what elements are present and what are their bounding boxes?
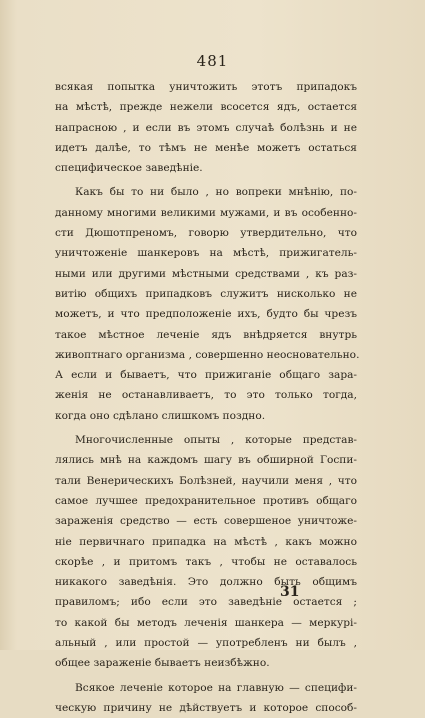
text-line: ными или другими мѣстными средствами , къ раз- [55, 267, 357, 280]
text-line: напрасною , и если въ этомъ случаѣ болѣзнь и не [55, 121, 357, 134]
text-line: зараженія средство — есть совершеное уничтоже- [55, 515, 357, 528]
text-line: лялись мнѣ на каждомъ шагу въ обширной Госпи- [55, 454, 357, 467]
text-line: живоптнаго организма , совершенно неосновательно. [55, 348, 360, 361]
text-line: данному многими великими мужами, и въ особенно- [55, 206, 357, 219]
signature-mark: 31 [280, 584, 300, 600]
text-line: можетъ, и что предположеніе ихъ, будто бы чрезъ [55, 308, 357, 321]
text-line: альный , или простой — употребленъ ни былъ , [55, 637, 357, 650]
text-line: идетъ далѣе, то тѣмъ не менѣе можетъ остаться [55, 141, 357, 154]
body-text [55, 77, 360, 718]
text-line: уничтоженіе шанкеровъ на мѣстѣ, прижигатель- [55, 247, 357, 260]
text-line: ніе первичнаго припадка на мѣстѣ , какъ можно [55, 535, 357, 548]
text-line: правиломъ; ибо если это заведѣніе остается ; [55, 596, 357, 609]
paragraph [55, 77, 357, 178]
text-line: женія не останавливаетъ, то это только тогда, [55, 389, 357, 402]
text-line: тали Венерическихъ Болѣзней, научили меня , что [55, 474, 357, 487]
paragraph [55, 678, 357, 718]
text-line: то какой бы методъ леченія шанкера — меркурі- [55, 616, 357, 629]
text-line: витію общихъ припадковъ служитъ нисколько не [55, 287, 357, 300]
text-line: скорѣе , и притомъ такъ , чтобы не оставалось [55, 555, 357, 568]
text-line: Многочисленные опыты , которые представ- [75, 434, 357, 447]
text-line: общее зараженіе бываетъ неизбѣжно. [55, 657, 270, 670]
text-line: когда оно сдѣлано слишкомъ поздно. [55, 409, 266, 422]
text-line: Всякое леченіе которое на главную — специфи- [75, 681, 357, 694]
paragraph [55, 430, 357, 674]
paragraph [55, 182, 360, 426]
text-line: специфическое заведѣніе. [55, 162, 203, 175]
text-line: А если и бываетъ, что прижиганіе общаго зара- [55, 369, 357, 382]
text-line: всякая попытка уничтожить этотъ припадокъ [55, 81, 357, 93]
text-line: сти Дюшотпреномъ, говорю утвердительно, что [55, 227, 357, 240]
text-line: на мѣстѣ, прежде нежели всосется ядъ, остается [55, 101, 357, 114]
text-line: никакого заведѣнія. Это должно быть общимъ [55, 576, 357, 589]
text-line: Какъ бы то ни было , но вопреки мнѣнію, по- [75, 186, 357, 199]
page-number: 481 [196, 52, 229, 70]
text-line: такое мѣстное леченіе ядъ внѣдряется внутрь [55, 328, 357, 341]
text-line: ческую причину не дѣйствуетъ и которое способ- [55, 701, 357, 714]
text-line: самое лучшее предохранительное противъ общаго [55, 494, 357, 507]
